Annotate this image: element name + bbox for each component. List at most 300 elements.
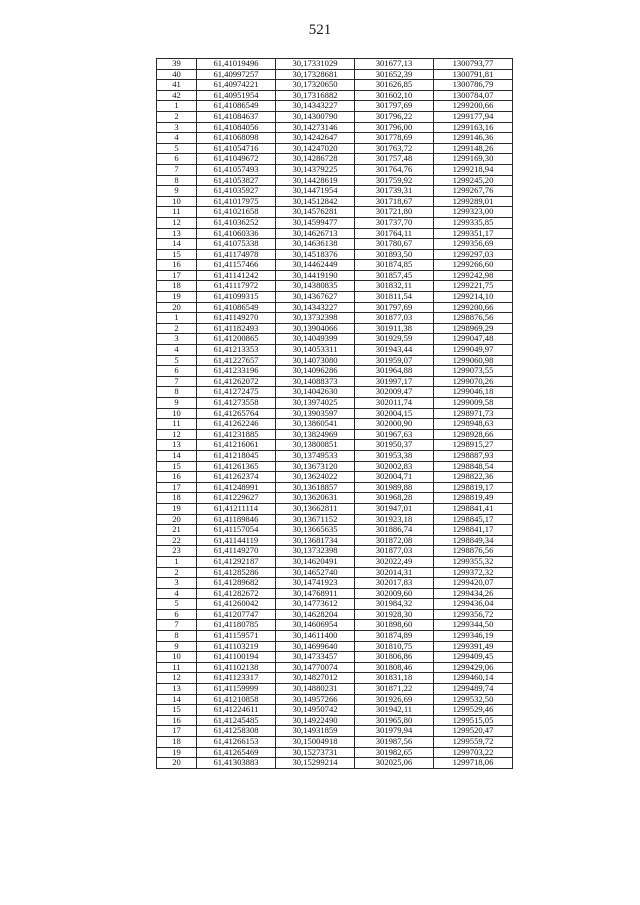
table-row [157,609,513,620]
x-coordinate-cell: 301982,65 [355,747,434,758]
point-number-cell: 41 [157,80,197,91]
x-coordinate-cell: 301757,48 [355,154,434,165]
longitude-cell: 30,14922490 [276,715,355,726]
latitude-cell: 61,41060336 [197,228,276,239]
longitude-cell: 30,14950742 [276,705,355,716]
y-coordinate-cell: 1299429,06 [434,662,513,673]
y-coordinate-cell: 1299200,66 [434,101,513,112]
table-row [157,366,513,377]
x-coordinate-cell: 301763,72 [355,143,434,154]
latitude-cell: 61,41075338 [197,239,276,250]
longitude-cell: 30,14247020 [276,143,355,154]
table-row [157,652,513,663]
page-number: 521 [308,22,332,38]
y-coordinate-cell: 1299242,98 [434,270,513,281]
table-row [157,69,513,80]
point-number-cell: 5 [157,143,197,154]
latitude-cell: 61,41099315 [197,292,276,303]
point-number-cell: 3 [157,122,197,133]
x-coordinate-cell: 301987,56 [355,737,434,748]
table-row [157,482,513,493]
point-number-cell: 22 [157,535,197,546]
longitude-cell: 30,15273731 [276,747,355,758]
y-coordinate-cell: 1300793,77 [434,59,513,70]
table-row [157,345,513,356]
longitude-cell: 30,14620491 [276,556,355,567]
y-coordinate-cell: 1299355,32 [434,556,513,567]
y-coordinate-cell: 1299520,47 [434,726,513,737]
longitude-cell: 30,14343227 [276,302,355,313]
latitude-cell: 61,41159571 [197,631,276,642]
latitude-cell: 61,41200865 [197,334,276,345]
y-coordinate-cell: 1299515,05 [434,715,513,726]
table-row [157,514,513,525]
table-row [157,461,513,472]
point-number-cell: 11 [157,419,197,430]
latitude-cell: 61,41053827 [197,175,276,186]
point-number-cell: 8 [157,631,197,642]
y-coordinate-cell: 1299409,45 [434,652,513,663]
table-row [157,641,513,652]
y-coordinate-cell: 1300791,81 [434,69,513,80]
x-coordinate-cell: 301721,80 [355,207,434,218]
longitude-cell: 30,13732398 [276,546,355,557]
longitude-cell: 30,13824969 [276,429,355,440]
x-coordinate-cell: 301797,69 [355,101,434,112]
y-coordinate-cell: 1299047,48 [434,334,513,345]
longitude-cell: 30,15299214 [276,758,355,769]
longitude-cell: 30,14242647 [276,133,355,144]
table-row [157,429,513,440]
point-number-cell: 19 [157,292,197,303]
x-coordinate-cell: 301953,38 [355,450,434,461]
table-row [157,133,513,144]
table-row [157,440,513,451]
point-number-cell: 17 [157,726,197,737]
latitude-cell: 61,41229627 [197,493,276,504]
y-coordinate-cell: 1298849,34 [434,535,513,546]
latitude-cell: 61,41054716 [197,143,276,154]
longitude-cell: 30,13681734 [276,535,355,546]
latitude-cell: 61,41086549 [197,302,276,313]
point-number-cell: 17 [157,482,197,493]
latitude-cell: 61,41049672 [197,154,276,165]
longitude-cell: 30,17331029 [276,59,355,70]
longitude-cell: 30,14462449 [276,260,355,271]
latitude-cell: 61,41103219 [197,641,276,652]
latitude-cell: 61,41213353 [197,345,276,356]
point-number-cell: 9 [157,641,197,652]
table-row [157,503,513,514]
latitude-cell: 61,41141242 [197,270,276,281]
longitude-cell: 30,13624022 [276,472,355,483]
latitude-cell: 61,41021658 [197,207,276,218]
longitude-cell: 30,14049399 [276,334,355,345]
longitude-cell: 30,13620631 [276,493,355,504]
x-coordinate-cell: 301810,75 [355,641,434,652]
x-coordinate-cell: 301886,74 [355,525,434,536]
latitude-cell: 61,41218045 [197,450,276,461]
y-coordinate-cell: 1298845,17 [434,514,513,525]
table-row [157,175,513,186]
table-row [157,323,513,334]
longitude-cell: 30,14599477 [276,217,355,228]
y-coordinate-cell: 1299267,76 [434,186,513,197]
latitude-cell: 61,41084637 [197,111,276,122]
point-number-cell: 2 [157,567,197,578]
x-coordinate-cell: 302002,83 [355,461,434,472]
latitude-cell: 61,41285286 [197,567,276,578]
y-coordinate-cell: 1299532,50 [434,694,513,705]
longitude-cell: 30,14518376 [276,249,355,260]
table-row [157,673,513,684]
coordinates-table [156,58,513,769]
point-number-cell: 13 [157,684,197,695]
x-coordinate-cell: 302025,06 [355,758,434,769]
x-coordinate-cell: 302009,60 [355,588,434,599]
longitude-cell: 30,14273146 [276,122,355,133]
y-coordinate-cell: 1299460,14 [434,673,513,684]
longitude-cell: 30,14576281 [276,207,355,218]
y-coordinate-cell: 1299046,18 [434,387,513,398]
x-coordinate-cell: 301796,00 [355,122,434,133]
x-coordinate-cell: 301979,94 [355,726,434,737]
x-coordinate-cell: 301898,60 [355,620,434,631]
point-number-cell: 20 [157,758,197,769]
longitude-cell: 30,14880231 [276,684,355,695]
point-number-cell: 7 [157,620,197,631]
table-row [157,525,513,536]
point-number-cell: 16 [157,715,197,726]
table-row [157,556,513,567]
y-coordinate-cell: 1299391,49 [434,641,513,652]
y-coordinate-cell: 1299356,72 [434,609,513,620]
table-row [157,631,513,642]
table-row [157,620,513,631]
latitude-cell: 61,41261365 [197,461,276,472]
point-number-cell: 17 [157,270,197,281]
longitude-cell: 30,14380835 [276,281,355,292]
latitude-cell: 61,41211114 [197,503,276,514]
longitude-cell: 30,14343227 [276,101,355,112]
table-row [157,239,513,250]
point-number-cell: 13 [157,228,197,239]
x-coordinate-cell: 301911,38 [355,323,434,334]
latitude-cell: 61,41157466 [197,260,276,271]
table-row [157,408,513,419]
y-coordinate-cell: 1299703,22 [434,747,513,758]
longitude-cell: 30,14626713 [276,228,355,239]
point-number-cell: 20 [157,302,197,313]
table-row [157,302,513,313]
latitude-cell: 61,41227657 [197,355,276,366]
y-coordinate-cell: 1299073,55 [434,366,513,377]
longitude-cell: 30,13732398 [276,313,355,324]
longitude-cell: 30,14088373 [276,376,355,387]
latitude-cell: 61,41017975 [197,196,276,207]
latitude-cell: 61,41216061 [197,440,276,451]
table-row [157,694,513,705]
x-coordinate-cell: 301759,92 [355,175,434,186]
longitude-cell: 30,13904066 [276,323,355,334]
longitude-cell: 30,14512842 [276,196,355,207]
table-row [157,398,513,409]
x-coordinate-cell: 301718,67 [355,196,434,207]
latitude-cell: 61,41245485 [197,715,276,726]
longitude-cell: 30,14770074 [276,662,355,673]
y-coordinate-cell: 1298876,56 [434,313,513,324]
y-coordinate-cell: 1299146,36 [434,133,513,144]
x-coordinate-cell: 301737,70 [355,217,434,228]
x-coordinate-cell: 301928,30 [355,609,434,620]
latitude-cell: 61,41068098 [197,133,276,144]
x-coordinate-cell: 301602,10 [355,90,434,101]
point-number-cell: 18 [157,737,197,748]
longitude-cell: 30,14733457 [276,652,355,663]
point-number-cell: 6 [157,366,197,377]
x-coordinate-cell: 301943,44 [355,345,434,356]
y-coordinate-cell: 1299356,69 [434,239,513,250]
point-number-cell: 6 [157,154,197,165]
latitude-cell: 61,41258308 [197,726,276,737]
longitude-cell: 30,14419190 [276,270,355,281]
x-coordinate-cell: 301947,01 [355,503,434,514]
point-number-cell: 21 [157,525,197,536]
table-row [157,260,513,271]
longitude-cell: 30,14428619 [276,175,355,186]
latitude-cell: 61,41182493 [197,323,276,334]
latitude-cell: 61,41266153 [197,737,276,748]
point-number-cell: 4 [157,345,197,356]
y-coordinate-cell: 1299297,03 [434,249,513,260]
longitude-cell: 30,13903597 [276,408,355,419]
latitude-cell: 61,41289682 [197,578,276,589]
longitude-cell: 30,13618857 [276,482,355,493]
point-number-cell: 7 [157,376,197,387]
longitude-cell: 30,13800851 [276,440,355,451]
point-number-cell: 18 [157,281,197,292]
latitude-cell: 61,41262072 [197,376,276,387]
y-coordinate-cell: 1299163,16 [434,122,513,133]
longitude-cell: 30,14652740 [276,567,355,578]
point-number-cell: 4 [157,588,197,599]
latitude-cell: 61,41057493 [197,164,276,175]
y-coordinate-cell: 1299214,10 [434,292,513,303]
latitude-cell: 61,41159999 [197,684,276,695]
x-coordinate-cell: 301739,31 [355,186,434,197]
latitude-cell: 61,40974221 [197,80,276,91]
latitude-cell: 61,41273558 [197,398,276,409]
x-coordinate-cell: 301874,85 [355,260,434,271]
latitude-cell: 61,41265764 [197,408,276,419]
table-row [157,80,513,91]
x-coordinate-cell: 301926,69 [355,694,434,705]
x-coordinate-cell: 302017,83 [355,578,434,589]
x-coordinate-cell: 301929,59 [355,334,434,345]
x-coordinate-cell: 301652,39 [355,69,434,80]
longitude-cell: 30,13673120 [276,461,355,472]
longitude-cell: 30,14699640 [276,641,355,652]
latitude-cell: 61,41189846 [197,514,276,525]
table-row [157,154,513,165]
longitude-cell: 30,14073080 [276,355,355,366]
point-number-cell: 39 [157,59,197,70]
y-coordinate-cell: 1299559,72 [434,737,513,748]
table-row [157,164,513,175]
point-number-cell: 15 [157,705,197,716]
x-coordinate-cell: 301923,18 [355,514,434,525]
point-number-cell: 23 [157,546,197,557]
latitude-cell: 61,41149270 [197,546,276,557]
y-coordinate-cell: 1299529,46 [434,705,513,716]
point-number-cell: 2 [157,323,197,334]
table-row [157,292,513,303]
x-coordinate-cell: 301831,18 [355,673,434,684]
longitude-cell: 30,14628204 [276,609,355,620]
longitude-cell: 30,13974025 [276,398,355,409]
latitude-cell: 61,41123317 [197,673,276,684]
table-row [157,387,513,398]
latitude-cell: 61,41262246 [197,419,276,430]
y-coordinate-cell: 1298969,29 [434,323,513,334]
longitude-cell: 30,14286728 [276,154,355,165]
longitude-cell: 30,14931859 [276,726,355,737]
table-row [157,493,513,504]
y-coordinate-cell: 1299169,30 [434,154,513,165]
table-row [157,217,513,228]
y-coordinate-cell: 1299351,17 [434,228,513,239]
longitude-cell: 30,17316882 [276,90,355,101]
latitude-cell: 61,41117972 [197,281,276,292]
latitude-cell: 61,41086549 [197,101,276,112]
table-row [157,313,513,324]
longitude-cell: 30,14606954 [276,620,355,631]
x-coordinate-cell: 301796,22 [355,111,434,122]
longitude-cell: 30,14367627 [276,292,355,303]
y-coordinate-cell: 1298887,93 [434,450,513,461]
x-coordinate-cell: 301997,17 [355,376,434,387]
longitude-cell: 30,15004918 [276,737,355,748]
x-coordinate-cell: 301806,86 [355,652,434,663]
point-number-cell: 6 [157,609,197,620]
longitude-cell: 30,14300790 [276,111,355,122]
table-row [157,249,513,260]
x-coordinate-cell: 302011,74 [355,398,434,409]
point-number-cell: 15 [157,461,197,472]
latitude-cell: 61,41100194 [197,652,276,663]
longitude-cell: 30,14768911 [276,588,355,599]
latitude-cell: 61,41157054 [197,525,276,536]
y-coordinate-cell: 1299372,32 [434,567,513,578]
x-coordinate-cell: 301811,54 [355,292,434,303]
table-row [157,726,513,737]
table-row [157,122,513,133]
latitude-cell: 61,41149270 [197,313,276,324]
y-coordinate-cell: 1299148,26 [434,143,513,154]
table-row [157,599,513,610]
point-number-cell: 19 [157,747,197,758]
latitude-cell: 61,41292187 [197,556,276,567]
longitude-cell: 30,13671152 [276,514,355,525]
point-number-cell: 16 [157,260,197,271]
table-row [157,758,513,769]
table-row [157,270,513,281]
x-coordinate-cell: 301778,69 [355,133,434,144]
x-coordinate-cell: 301764,76 [355,164,434,175]
table-row [157,450,513,461]
latitude-cell: 61,41180785 [197,620,276,631]
y-coordinate-cell: 1298822,36 [434,472,513,483]
point-number-cell: 3 [157,334,197,345]
longitude-cell: 30,14957266 [276,694,355,705]
longitude-cell: 30,14773612 [276,599,355,610]
y-coordinate-cell: 1299718,06 [434,758,513,769]
longitude-cell: 30,14611400 [276,631,355,642]
longitude-cell: 30,13662811 [276,503,355,514]
point-number-cell: 11 [157,207,197,218]
longitude-cell: 30,17320650 [276,80,355,91]
latitude-cell: 61,41233196 [197,366,276,377]
table-row [157,737,513,748]
longitude-cell: 30,14053311 [276,345,355,356]
x-coordinate-cell: 301764,11 [355,228,434,239]
y-coordinate-cell: 1300786,79 [434,80,513,91]
point-number-cell: 12 [157,429,197,440]
y-coordinate-cell: 1300784,07 [434,90,513,101]
latitude-cell: 61,41174978 [197,249,276,260]
latitude-cell: 61,41036252 [197,217,276,228]
y-coordinate-cell: 1299221,75 [434,281,513,292]
x-coordinate-cell: 301959,07 [355,355,434,366]
longitude-cell: 30,13860541 [276,419,355,430]
longitude-cell: 30,14379225 [276,164,355,175]
point-number-cell: 11 [157,662,197,673]
point-number-cell: 8 [157,387,197,398]
y-coordinate-cell: 1298841,17 [434,525,513,536]
y-coordinate-cell: 1299420,07 [434,578,513,589]
longitude-cell: 30,14471954 [276,186,355,197]
y-coordinate-cell: 1298928,66 [434,429,513,440]
x-coordinate-cell: 301871,22 [355,684,434,695]
x-coordinate-cell: 301965,80 [355,715,434,726]
longitude-cell: 30,14741923 [276,578,355,589]
table-row [157,90,513,101]
y-coordinate-cell: 1299060,98 [434,355,513,366]
table-row [157,662,513,673]
x-coordinate-cell: 302009,47 [355,387,434,398]
x-coordinate-cell: 301989,88 [355,482,434,493]
table-row [157,376,513,387]
y-coordinate-cell: 1298848,54 [434,461,513,472]
longitude-cell: 30,14636138 [276,239,355,250]
x-coordinate-cell: 301942,11 [355,705,434,716]
point-number-cell: 8 [157,175,197,186]
point-number-cell: 14 [157,694,197,705]
latitude-cell: 61,41019496 [197,59,276,70]
table-row [157,111,513,122]
latitude-cell: 61,41102138 [197,662,276,673]
table-row [157,747,513,758]
table-row [157,419,513,430]
point-number-cell: 5 [157,355,197,366]
longitude-cell: 30,13749533 [276,450,355,461]
x-coordinate-cell: 301797,69 [355,302,434,313]
x-coordinate-cell: 302022,49 [355,556,434,567]
y-coordinate-cell: 1299436,04 [434,599,513,610]
x-coordinate-cell: 301967,63 [355,429,434,440]
y-coordinate-cell: 1299266,60 [434,260,513,271]
point-number-cell: 10 [157,652,197,663]
